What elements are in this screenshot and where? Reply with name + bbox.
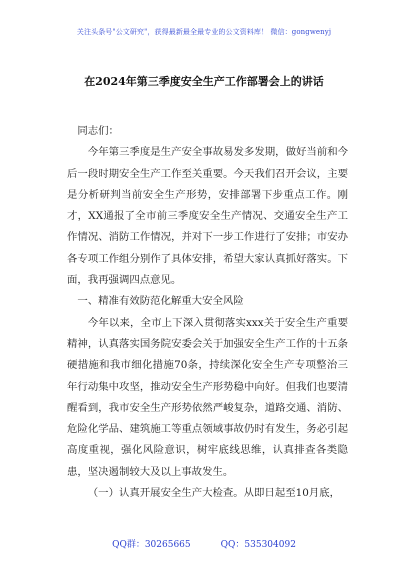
header-note: 关注头条号"公文研究"，获得最新最全最专业的公文资料库！ 微信：gongwenyj bbox=[76, 28, 332, 36]
footer-contact bbox=[0, 537, 408, 550]
paragraph-subsection: （一）认真开展安全生产大检查。从即日起至10月底， bbox=[87, 487, 341, 500]
section-heading: 一、精准有效防范化解重大安全风险 bbox=[77, 295, 244, 308]
document-body bbox=[67, 121, 348, 504]
footer-qq-group: QQ群：30265665 bbox=[112, 540, 191, 550]
salutation: 同志们： bbox=[77, 125, 119, 137]
document-title: 在2024年第三季度安全生产工作部署会上的讲话 bbox=[84, 75, 324, 88]
paragraph-section-one: 今年以来，全市上下深入贯彻落实xxx关于安全生产重要精神，认真落实国务院安委会关于加强安全生产工作的十五条硬措施和我市细化措施70条，持续深化安全生产专项整治三年行动集中攻坚，推动安全生产形势稳中向好。但我们也要清醒看到，我市安全生产形势依然严峻复杂，道路交通、消防、危险化学品、建筑施工等重点领域事故仍时有发生，务必引起高度重视，强化风险意识，树牢底线思维，认真排查各类隐患，坚决遏制较大及以上事故发生。 bbox=[67, 316, 348, 478]
footer-qq: QQ：535304092 bbox=[220, 540, 296, 550]
paragraph-intro: 今年第三季度是生产安全事故易发多发期，做好当前和今后一段时期安全生产工作至关重要。今天我们召开会议，主要是分析研判当前安全生产形势，安排部署下步重点工作。刚才，XX通报了全市前三季度安全生产情况、交通安全生产工作情况、消防工作情况，并对下一步工作进行了安排；市安办各专项工作组分别作了具体安排，希望大家认真抓好落实。下面，我再强调四点意见。 bbox=[67, 146, 348, 287]
